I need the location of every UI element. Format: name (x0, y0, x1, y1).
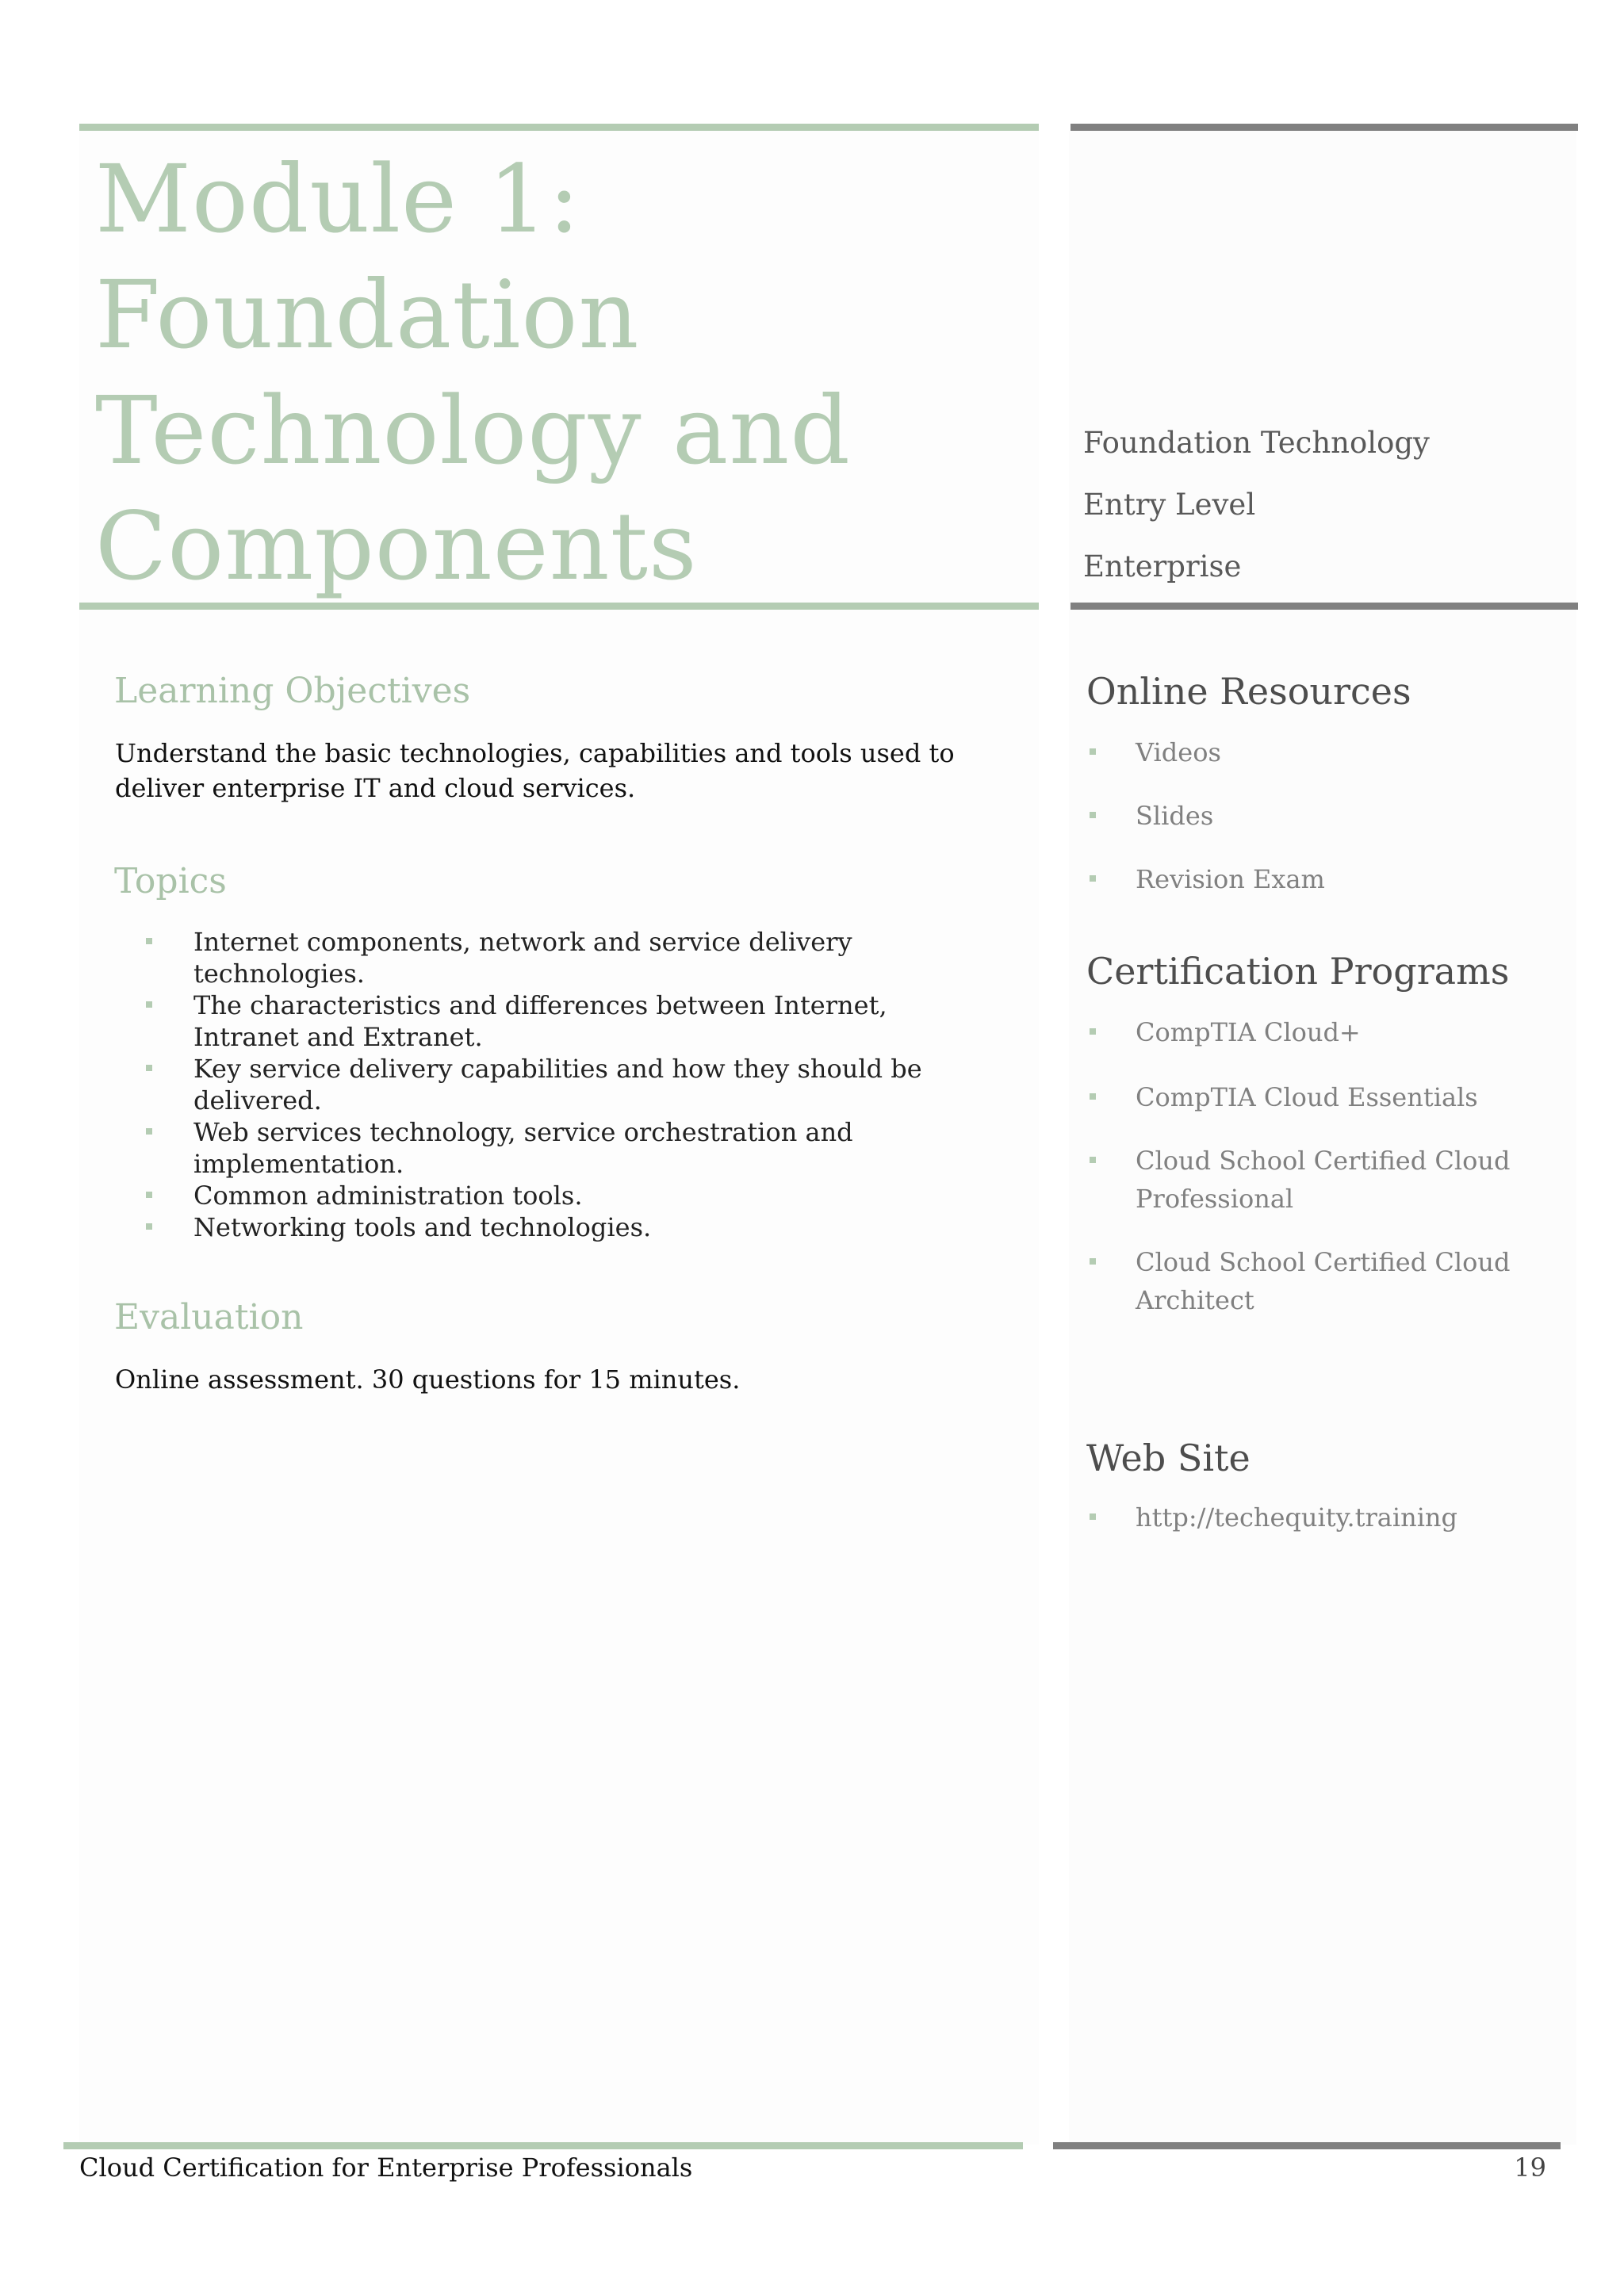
list-item (1088, 1078, 1572, 1116)
certification-label: CompTIA Cloud+ (1136, 1017, 1361, 1047)
web-site-url: http://techequity.training (1136, 1502, 1458, 1533)
tag-level: Foundation Technology (1083, 426, 1430, 460)
bullet-icon (146, 1065, 152, 1071)
footer-rule-right (1053, 2142, 1561, 2149)
topic-text: Key service delivery capabilities and how they should be delivered. (193, 1054, 922, 1115)
resource-slides-link[interactable] (1088, 797, 1572, 835)
resource-label: Revision Exam (1136, 864, 1325, 894)
bullet-icon (1090, 748, 1096, 755)
bullet-icon (1090, 1028, 1096, 1035)
list-item (1088, 1013, 1572, 1051)
page-number: 19 (1514, 2152, 1546, 2183)
topic-text: Internet components, network and service delivery technologies. (193, 927, 852, 989)
list-item (1088, 1142, 1572, 1218)
certification-label: CompTIA Cloud Essentials (1136, 1082, 1478, 1112)
web-site-list (1088, 1498, 1572, 1536)
list-item (143, 989, 983, 1053)
topic-text: Common administration tools. (193, 1181, 583, 1211)
module-tags (1083, 412, 1567, 598)
topics-heading: Topics (114, 861, 227, 901)
evaluation-text: Online assessment. 30 questions for 15 minutes. (115, 1364, 741, 1395)
sidebar-bottom-rule (1071, 603, 1578, 610)
resource-videos-link[interactable] (1088, 733, 1572, 771)
footer-title: Cloud Certification for Enterprise Professionals (79, 2152, 693, 2183)
list-item (143, 1053, 983, 1116)
bullet-icon (146, 1128, 152, 1135)
learning-objectives-text: Understand the basic technologies, capabilities and tools used to deliver enterprise IT and cloud services. (115, 738, 955, 803)
bullet-icon (1090, 1093, 1096, 1100)
bullet-icon (1090, 1258, 1096, 1265)
resource-revision-exam-link[interactable] (1088, 860, 1572, 898)
list-item (143, 1116, 983, 1180)
bullet-icon (1090, 1513, 1096, 1520)
bullet-icon (146, 1001, 152, 1008)
list-item (143, 1180, 983, 1211)
footer-rule-left (63, 2142, 1023, 2149)
tag-audience: Enterprise (1083, 549, 1242, 584)
online-resources-list (1088, 733, 1572, 898)
certification-programs-list (1088, 1013, 1572, 1319)
list-item (1088, 1243, 1572, 1319)
certification-programs-heading: Certification Programs (1086, 950, 1510, 993)
online-resources-heading: Online Resources (1086, 670, 1411, 713)
bullet-icon (146, 938, 152, 944)
certification-label: Cloud School Certified Cloud Architect (1136, 1247, 1511, 1315)
bullet-icon (146, 1192, 152, 1198)
evaluation-heading: Evaluation (114, 1297, 304, 1337)
topic-text: The characteristics and differences between Internet, Intranet and Extranet. (193, 990, 887, 1052)
bullet-icon (1090, 812, 1096, 818)
list-item (143, 1211, 983, 1243)
bullet-icon (146, 1223, 152, 1230)
resource-label: Videos (1136, 737, 1221, 767)
page-title: Module 1: Foundation Technology and Components (95, 144, 851, 601)
tag-difficulty: Entry Level (1083, 488, 1256, 522)
topic-text: Web services technology, service orchestration and implementation. (193, 1117, 853, 1179)
web-site-heading: Web Site (1086, 1437, 1251, 1479)
web-site-link[interactable] (1088, 1498, 1572, 1536)
title-bottom-rule (79, 603, 1039, 610)
certification-label: Cloud School Certified Cloud Professional (1136, 1146, 1511, 1214)
topic-text: Networking tools and technologies. (193, 1212, 652, 1242)
learning-objectives-heading: Learning Objectives (114, 671, 471, 711)
list-item (143, 926, 983, 989)
sidebar-top-rule (1071, 124, 1578, 131)
topics-list (143, 926, 983, 1243)
bullet-icon (1090, 875, 1096, 882)
resource-label: Slides (1136, 801, 1214, 831)
title-top-rule (79, 124, 1039, 131)
bullet-icon (1090, 1157, 1096, 1163)
